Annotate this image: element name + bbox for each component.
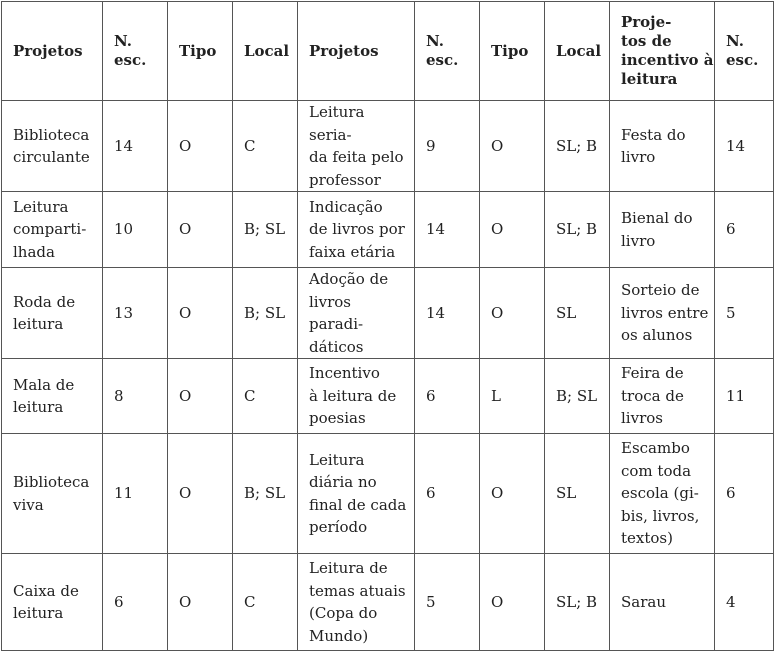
table-cell: 11 — [715, 359, 774, 434]
table-cell: B; SL — [233, 192, 298, 268]
table-cell: 13 — [103, 268, 168, 359]
table-cell: Escambo com toda escola (gi- bis, livros, textos) — [610, 434, 715, 554]
table-cell: C — [233, 554, 298, 651]
table-row — [2, 434, 774, 554]
table-cell: Sarau — [610, 554, 715, 651]
header-projetos-2: Projetos — [298, 2, 415, 101]
header-local-2: Local — [545, 2, 610, 101]
table-cell: 8 — [103, 359, 168, 434]
table-cell: 5 — [715, 268, 774, 359]
table-cell: B; SL — [233, 434, 298, 554]
table-cell: O — [480, 192, 545, 268]
table-row — [2, 268, 774, 359]
table-cell: Caixa de leitura — [2, 554, 103, 651]
table-cell: L — [480, 359, 545, 434]
table-cell: 5 — [415, 554, 480, 651]
table-cell: O — [480, 101, 545, 192]
table-cell: Mala de leitura — [2, 359, 103, 434]
header-projetos-incentivo: Proje- tos de incentivo à leitura — [610, 2, 715, 101]
table-cell: 6 — [103, 554, 168, 651]
table-cell: C — [233, 101, 298, 192]
table-cell: Leitura comparti- lhada — [2, 192, 103, 268]
header-n-esc-2: N. esc. — [415, 2, 480, 101]
table-cell: 6 — [715, 192, 774, 268]
header-tipo-2: Tipo — [480, 2, 545, 101]
table-cell: Feira de troca de livros — [610, 359, 715, 434]
table-cell: 14 — [415, 192, 480, 268]
table-cell: Leitura diária no final de cada período — [298, 434, 415, 554]
table-cell: 14 — [715, 101, 774, 192]
table-cell: B; SL — [545, 359, 610, 434]
table-cell: O — [168, 101, 233, 192]
header-n-esc-1: N. esc. — [103, 2, 168, 101]
table-cell: 4 — [715, 554, 774, 651]
table-cell: SL — [545, 434, 610, 554]
table-cell: Biblioteca viva — [2, 434, 103, 554]
projects-table — [1, 1, 774, 651]
table-cell: SL; B — [545, 192, 610, 268]
table-cell: 11 — [103, 434, 168, 554]
table-cell: Indicação de livros por faixa etária — [298, 192, 415, 268]
table-cell: Roda de leitura — [2, 268, 103, 359]
table-cell: Leitura seria- da feita pelo professor — [298, 101, 415, 192]
table-cell: O — [480, 434, 545, 554]
table-cell: O — [480, 554, 545, 651]
table-cell: 14 — [415, 268, 480, 359]
table-row — [2, 101, 774, 192]
header-local-1: Local — [233, 2, 298, 101]
table-cell: Incentivo à leitura de poesias — [298, 359, 415, 434]
table-cell: 6 — [415, 434, 480, 554]
table-cell: O — [168, 554, 233, 651]
table-row — [2, 554, 774, 651]
header-projetos-1: Projetos — [2, 2, 103, 101]
table-cell: 10 — [103, 192, 168, 268]
header-tipo-1: Tipo — [168, 2, 233, 101]
header-row — [2, 2, 774, 101]
table-cell: Adoção de livros paradi- dáticos — [298, 268, 415, 359]
table-cell: Bienal do livro — [610, 192, 715, 268]
table-cell: O — [168, 268, 233, 359]
table-cell: SL; B — [545, 101, 610, 192]
table-cell: Sorteio de livros entre os alunos — [610, 268, 715, 359]
table-cell: 14 — [103, 101, 168, 192]
table-cell: O — [168, 192, 233, 268]
table-cell: 6 — [415, 359, 480, 434]
table-cell: O — [168, 434, 233, 554]
table-cell: SL — [545, 268, 610, 359]
table-cell: B; SL — [233, 268, 298, 359]
header-n-esc-3: N. esc. — [715, 2, 774, 101]
table-cell: Leitura de temas atuais (Copa do Mundo) — [298, 554, 415, 651]
table-cell: 6 — [715, 434, 774, 554]
table-cell: SL; B — [545, 554, 610, 651]
table-cell: Festa do livro — [610, 101, 715, 192]
table-cell: O — [480, 268, 545, 359]
table-row — [2, 192, 774, 268]
table-cell: Biblioteca circulante — [2, 101, 103, 192]
table-cell: 9 — [415, 101, 480, 192]
table-cell: C — [233, 359, 298, 434]
table-row — [2, 359, 774, 434]
table-cell: O — [168, 359, 233, 434]
